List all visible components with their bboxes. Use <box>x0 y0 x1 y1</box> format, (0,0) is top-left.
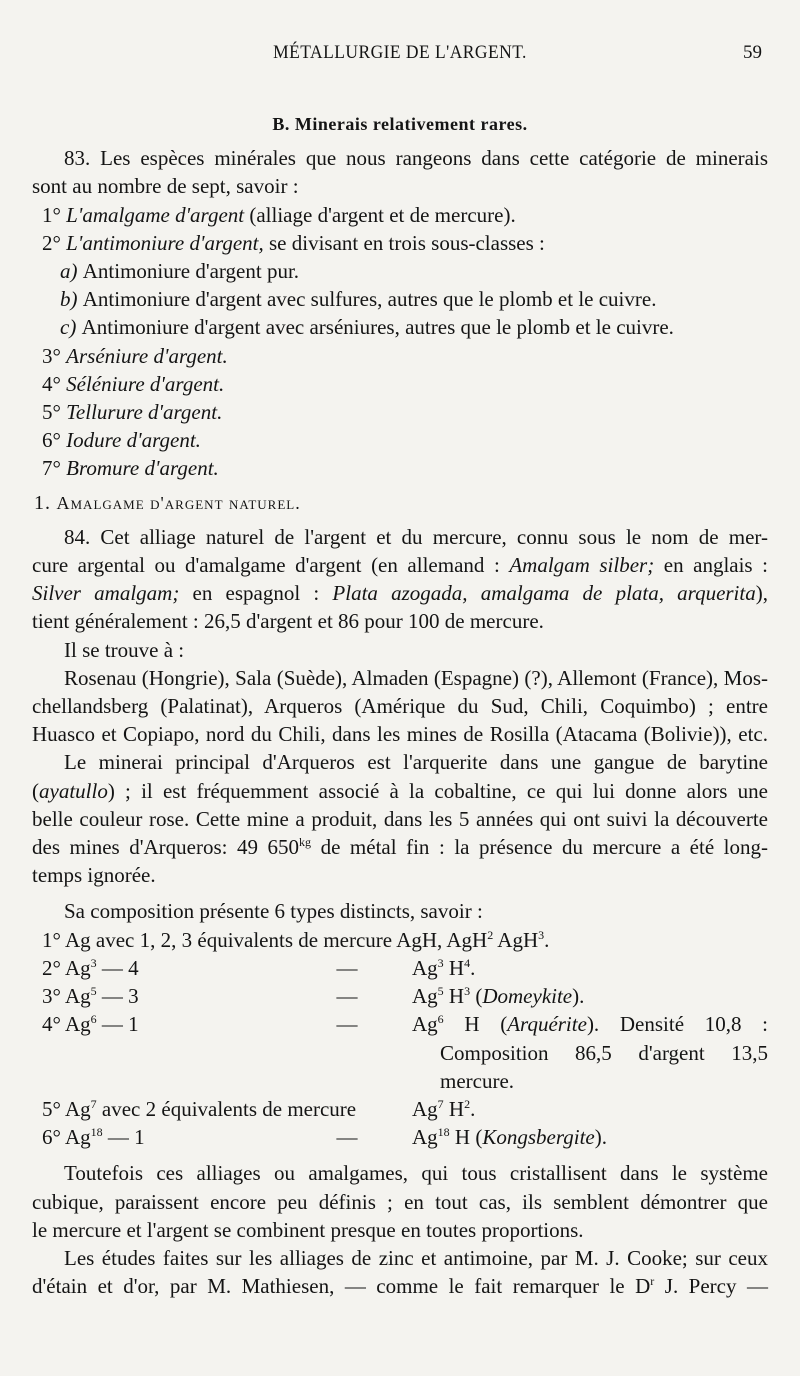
paragraph-84-line: belle couleur rose. Cette mine a produit, dans les 5 années qui ont suivi la découverte <box>32 806 768 831</box>
composition-row: 3° Ag$^5$ — 3 — Ag$^5$ $H^3$ (Domeykite). <box>42 984 585 1009</box>
page-number: 59 <box>743 42 762 63</box>
list-item: 1° L'amalgame d'argent (alliage d'argent et de mercure). <box>42 202 516 227</box>
final-paragraph-line: cubique, paraissent encore peu définis ; en tout cas, ils semblent démontrer que <box>32 1189 768 1214</box>
body-text <box>32 110 768 1300</box>
list-item: b) Antimoniure d'argent avec sulfures, autres que le plomb et le cuivre. <box>60 287 657 312</box>
paragraph-84-line: Silver amalgam; en espagnol : Plata azogada, amalgama de plata, arquerita), <box>32 581 768 606</box>
composition-row: 2° Ag$^3$ — 4 — Ag$^3$ $H^4$. <box>42 955 476 980</box>
paragraph-84-line: des mines d'Arqueros: 49 $650^{kg}$ de métal fin : la présence du mercure a été long- <box>32 835 769 860</box>
running-title: MÉTALLURGIE DE L'ARGENT. <box>273 42 527 63</box>
subsection-title: 1. Amalgame d'argent naturel. <box>34 491 301 514</box>
final-paragraph-line: Toutefois ces alliages ou amalgames, qui tous cristallisent dans le système <box>64 1161 768 1186</box>
paragraph-84-line: 84. Cet alliage naturel de l'argent et du mercure, connu sous le nom de mer- <box>64 524 768 549</box>
paragraph-84-line: tient généralement : 26,5 d'argent et 86 pour 100 de mercure. <box>32 609 544 634</box>
paragraph-84-line: cure argental ou d'amalgame d'argent (en allemand : Amalgam silber; en anglais : <box>32 553 768 578</box>
list-item: 4° Séléniure d'argent. <box>42 371 225 396</box>
list-item: 2° L'antimoniure d'argent, se divisant en trois sous-classes : <box>42 230 545 255</box>
composition-row: 5° Ag$^7$ avec 2 équivalents de mercure Ag$^7$ $H^2$. <box>42 1096 476 1121</box>
paragraph-84-line: temps ignorée. <box>32 863 156 888</box>
composition-intro: Sa composition présente 6 types distincts, savoir : <box>64 899 483 924</box>
composition-row: 6° Ag$^{18}$ — 1 — Ag$^{18}$ H (Kongsbergite). <box>42 1125 607 1150</box>
paragraph-84-line: Le minerai principal d'Arqueros est l'arquerite dans une gangue de barytine <box>64 750 768 775</box>
composition-row: 1° Ag avec 1, 2, 3 équivalents de mercure AgH, AgH$^2$ AgH$^3$. <box>42 927 550 952</box>
list-item: c) Antimoniure d'argent avec arséniures, autres que le plomb et le cuivre. <box>60 315 674 340</box>
final-paragraph-line: le mercure et l'argent se combinent presque en toutes proportions. <box>32 1217 584 1242</box>
list-item: 6° Iodure d'argent. <box>42 428 201 453</box>
paragraph-83-line: 83. Les espèces minérales que nous rangeons dans cette catégorie de minerais <box>64 146 768 171</box>
paragraph-84-line: Rosenau (Hongrie), Sala (Suède), Almaden (Espagne) (?), Allemont (France), Mos- <box>64 665 768 690</box>
page-header <box>0 40 800 70</box>
composition-row: 4° Ag$^6$ — 1 — Ag$^6$ H (Arquérite). Densité 10,8 : Composition 86,5 d'argent 13,5 mercure. <box>42 1012 768 1093</box>
final-paragraph-line: d'étain et d'or, par M. Mathiesen, — comme le fait remarquer le $D^r$ J. Percy — <box>32 1274 768 1299</box>
section-title: B. Minerais relativement rares. <box>272 114 528 134</box>
paragraph-84-line: Il se trouve à : <box>64 637 185 662</box>
paragraph-84-line: Huasco et Copiapo, nord du Chili, dans les mines de Rosilla (Atacama (Bolivie)), etc. <box>32 722 768 747</box>
list-item: 5° Tellurure d'argent. <box>42 400 223 425</box>
list-item: 3° Arséniure d'argent. <box>42 343 228 368</box>
final-paragraph-line: Les études faites sur les alliages de zinc et antimoine, par M. J. Cooke; sur ceux <box>64 1245 768 1270</box>
paragraph-83-line: sont au nombre de sept, savoir : <box>32 174 299 199</box>
list-item: 7° Bromure d'argent. <box>42 456 219 481</box>
list-item: a) Antimoniure d'argent pur. <box>60 259 300 284</box>
paragraph-84-line: (ayatullo) ; il est fréquemment associé à la cobaltine, ce qui lui donne alors une <box>32 778 768 803</box>
paragraph-84-line: chellandsberg (Palatinat), Arqueros (Amérique du Sud, Chili, Coquimbo) ; entre <box>32 694 768 719</box>
